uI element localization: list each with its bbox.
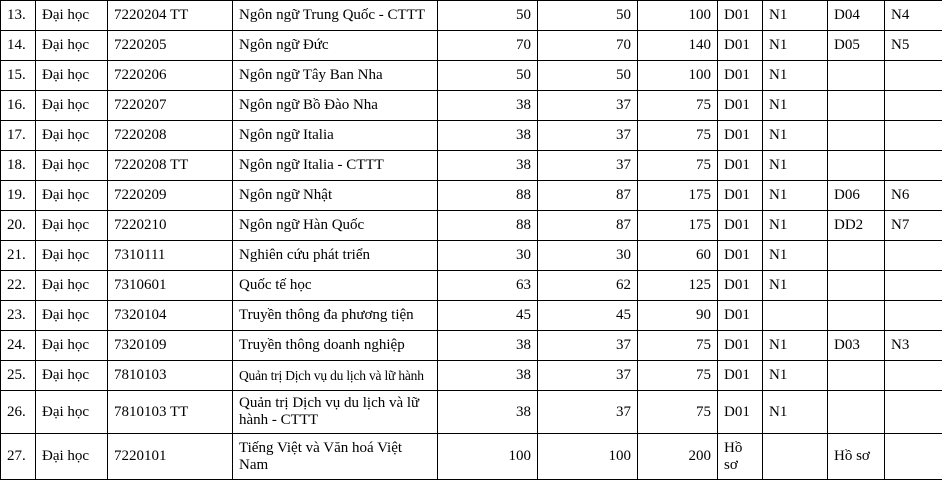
combo-1: D01: [718, 91, 763, 121]
combo-1: D01: [718, 181, 763, 211]
combo-1: D01: [718, 361, 763, 391]
row-number: 24.: [1, 331, 36, 361]
program-code: 7310111: [108, 241, 233, 271]
combo-3: D03: [828, 331, 885, 361]
row-number: 18.: [1, 151, 36, 181]
program-name: Tiếng Việt và Văn hoá Việt Nam: [233, 434, 438, 480]
combo-4: [885, 434, 942, 480]
combo-3: [828, 241, 885, 271]
combo-3: [828, 271, 885, 301]
quota-2: 37: [538, 361, 638, 391]
education-level: Đại học: [36, 301, 108, 331]
quota-2: 30: [538, 241, 638, 271]
quota-total: 75: [638, 151, 718, 181]
table-row: [1, 361, 942, 391]
table-row: [1, 241, 942, 271]
table-row: [1, 31, 942, 61]
quota-total: 75: [638, 361, 718, 391]
combo-3: [828, 121, 885, 151]
combo-2: [763, 301, 828, 331]
education-level: Đại học: [36, 211, 108, 241]
row-number: 17.: [1, 121, 36, 151]
combo-4: N4: [885, 1, 942, 31]
quota-total: 175: [638, 181, 718, 211]
quota-2: 37: [538, 391, 638, 434]
quota-1: 38: [438, 121, 538, 151]
program-code: 7220204 TT: [108, 1, 233, 31]
program-code: 7320104: [108, 301, 233, 331]
combo-4: [885, 361, 942, 391]
combo-1: D01: [718, 121, 763, 151]
row-number: 15.: [1, 61, 36, 91]
quota-2: 37: [538, 91, 638, 121]
quota-total: 140: [638, 31, 718, 61]
combo-3: DD2: [828, 211, 885, 241]
education-level: Đại học: [36, 181, 108, 211]
quota-1: 38: [438, 91, 538, 121]
table-row: [1, 301, 942, 331]
combo-1: D01: [718, 151, 763, 181]
program-name: Ngôn ngữ Italia - CTTT: [233, 151, 438, 181]
quota-total: 100: [638, 1, 718, 31]
quota-1: 38: [438, 361, 538, 391]
combo-4: N6: [885, 181, 942, 211]
quota-1: 45: [438, 301, 538, 331]
quota-2: 50: [538, 1, 638, 31]
combo-2: [763, 434, 828, 480]
table-row: [1, 181, 942, 211]
program-name: Ngôn ngữ Đức: [233, 31, 438, 61]
quota-total: 100: [638, 61, 718, 91]
combo-2: N1: [763, 61, 828, 91]
program-name: Quốc tế học: [233, 271, 438, 301]
quota-2: 45: [538, 301, 638, 331]
quota-1: 70: [438, 31, 538, 61]
quota-total: 175: [638, 211, 718, 241]
combo-2: N1: [763, 181, 828, 211]
row-number: 23.: [1, 301, 36, 331]
program-code: 7220209: [108, 181, 233, 211]
quota-1: 38: [438, 391, 538, 434]
combo-3: [828, 151, 885, 181]
combo-4: [885, 271, 942, 301]
row-number: 27.: [1, 434, 36, 480]
program-name: Quản trị Dịch vụ du lịch và lữ hành: [233, 361, 438, 391]
education-level: Đại học: [36, 121, 108, 151]
program-code: 7810103: [108, 361, 233, 391]
combo-1: D01: [718, 31, 763, 61]
quota-1: 88: [438, 181, 538, 211]
table-row: [1, 434, 942, 480]
row-number: 14.: [1, 31, 36, 61]
combo-1: D01: [718, 241, 763, 271]
quota-1: 30: [438, 241, 538, 271]
row-number: 16.: [1, 91, 36, 121]
combo-3: Hồ sơ: [828, 434, 885, 480]
quota-1: 38: [438, 331, 538, 361]
combo-3: [828, 61, 885, 91]
education-level: Đại học: [36, 434, 108, 480]
combo-4: [885, 391, 942, 434]
quota-2: 87: [538, 211, 638, 241]
quota-total: 90: [638, 301, 718, 331]
program-code: 7220207: [108, 91, 233, 121]
combo-2: N1: [763, 271, 828, 301]
program-code: 7810103 TT: [108, 391, 233, 434]
program-code: 7310601: [108, 271, 233, 301]
combo-4: [885, 121, 942, 151]
combo-1: D01: [718, 301, 763, 331]
combo-3: D05: [828, 31, 885, 61]
quota-2: 50: [538, 61, 638, 91]
combo-3: D04: [828, 1, 885, 31]
program-code: 7220208 TT: [108, 151, 233, 181]
program-name: Ngôn ngữ Tây Ban Nha: [233, 61, 438, 91]
combo-2: N1: [763, 331, 828, 361]
combo-3: [828, 91, 885, 121]
combo-4: N7: [885, 211, 942, 241]
education-level: Đại học: [36, 391, 108, 434]
combo-2: N1: [763, 391, 828, 434]
quota-1: 100: [438, 434, 538, 480]
combo-1: D01: [718, 1, 763, 31]
program-name: Ngôn ngữ Trung Quốc - CTTT: [233, 1, 438, 31]
table-row: [1, 391, 942, 434]
program-code: 7220101: [108, 434, 233, 480]
quota-total: 60: [638, 241, 718, 271]
table-row: [1, 211, 942, 241]
quota-1: 63: [438, 271, 538, 301]
combo-2: N1: [763, 31, 828, 61]
education-level: Đại học: [36, 361, 108, 391]
row-number: 26.: [1, 391, 36, 434]
program-name: Quản trị Dịch vụ du lịch và lữ hành - CTTT: [233, 391, 438, 434]
combo-3: [828, 391, 885, 434]
quota-total: 200: [638, 434, 718, 480]
quota-2: 70: [538, 31, 638, 61]
table-row: [1, 61, 942, 91]
program-name: Truyền thông doanh nghiệp: [233, 331, 438, 361]
quota-2: 37: [538, 121, 638, 151]
quota-2: 100: [538, 434, 638, 480]
table-row: [1, 271, 942, 301]
row-number: 19.: [1, 181, 36, 211]
row-number: 20.: [1, 211, 36, 241]
combo-2: N1: [763, 151, 828, 181]
education-level: Đại học: [36, 331, 108, 361]
quota-total: 75: [638, 91, 718, 121]
education-level: Đại học: [36, 91, 108, 121]
combo-1: D01: [718, 331, 763, 361]
combo-4: [885, 61, 942, 91]
combo-2: N1: [763, 211, 828, 241]
program-name: Ngôn ngữ Bồ Đào Nha: [233, 91, 438, 121]
combo-4: [885, 301, 942, 331]
program-name: Nghiên cứu phát triển: [233, 241, 438, 271]
quota-1: 38: [438, 151, 538, 181]
row-number: 13.: [1, 1, 36, 31]
program-code: 7220208: [108, 121, 233, 151]
program-code: 7220205: [108, 31, 233, 61]
combo-1: D01: [718, 271, 763, 301]
table-row: [1, 91, 942, 121]
row-number: 25.: [1, 361, 36, 391]
program-code: 7220210: [108, 211, 233, 241]
quota-total: 75: [638, 391, 718, 434]
program-name: Ngôn ngữ Italia: [233, 121, 438, 151]
education-level: Đại học: [36, 31, 108, 61]
combo-3: D06: [828, 181, 885, 211]
education-level: Đại học: [36, 241, 108, 271]
combo-1: D01: [718, 61, 763, 91]
combo-2: N1: [763, 121, 828, 151]
quota-2: 37: [538, 151, 638, 181]
quota-total: 75: [638, 331, 718, 361]
combo-2: N1: [763, 241, 828, 271]
table-row: [1, 121, 942, 151]
combo-2: N1: [763, 1, 828, 31]
row-number: 21.: [1, 241, 36, 271]
quota-1: 50: [438, 61, 538, 91]
quota-2: 62: [538, 271, 638, 301]
combo-1: Hồ sơ: [718, 434, 763, 480]
quota-1: 50: [438, 1, 538, 31]
table-row: [1, 1, 942, 31]
combo-3: [828, 301, 885, 331]
table-body: [1, 1, 942, 480]
education-level: Đại học: [36, 151, 108, 181]
combo-1: D01: [718, 391, 763, 434]
program-code: 7220206: [108, 61, 233, 91]
combo-1: D01: [718, 211, 763, 241]
table-row: [1, 331, 942, 361]
program-name: Truyền thông đa phương tiện: [233, 301, 438, 331]
combo-4: [885, 241, 942, 271]
combo-2: N1: [763, 361, 828, 391]
combo-3: [828, 361, 885, 391]
combo-4: N3: [885, 331, 942, 361]
quota-total: 125: [638, 271, 718, 301]
combo-4: [885, 151, 942, 181]
education-level: Đại học: [36, 1, 108, 31]
program-code: 7320109: [108, 331, 233, 361]
combo-2: N1: [763, 91, 828, 121]
program-name: Ngôn ngữ Hàn Quốc: [233, 211, 438, 241]
quota-2: 87: [538, 181, 638, 211]
table-row: [1, 151, 942, 181]
combo-4: N5: [885, 31, 942, 61]
row-number: 22.: [1, 271, 36, 301]
education-level: Đại học: [36, 271, 108, 301]
education-level: Đại học: [36, 61, 108, 91]
quota-2: 37: [538, 331, 638, 361]
program-name: Ngôn ngữ Nhật: [233, 181, 438, 211]
combo-4: [885, 91, 942, 121]
quota-1: 88: [438, 211, 538, 241]
quota-total: 75: [638, 121, 718, 151]
